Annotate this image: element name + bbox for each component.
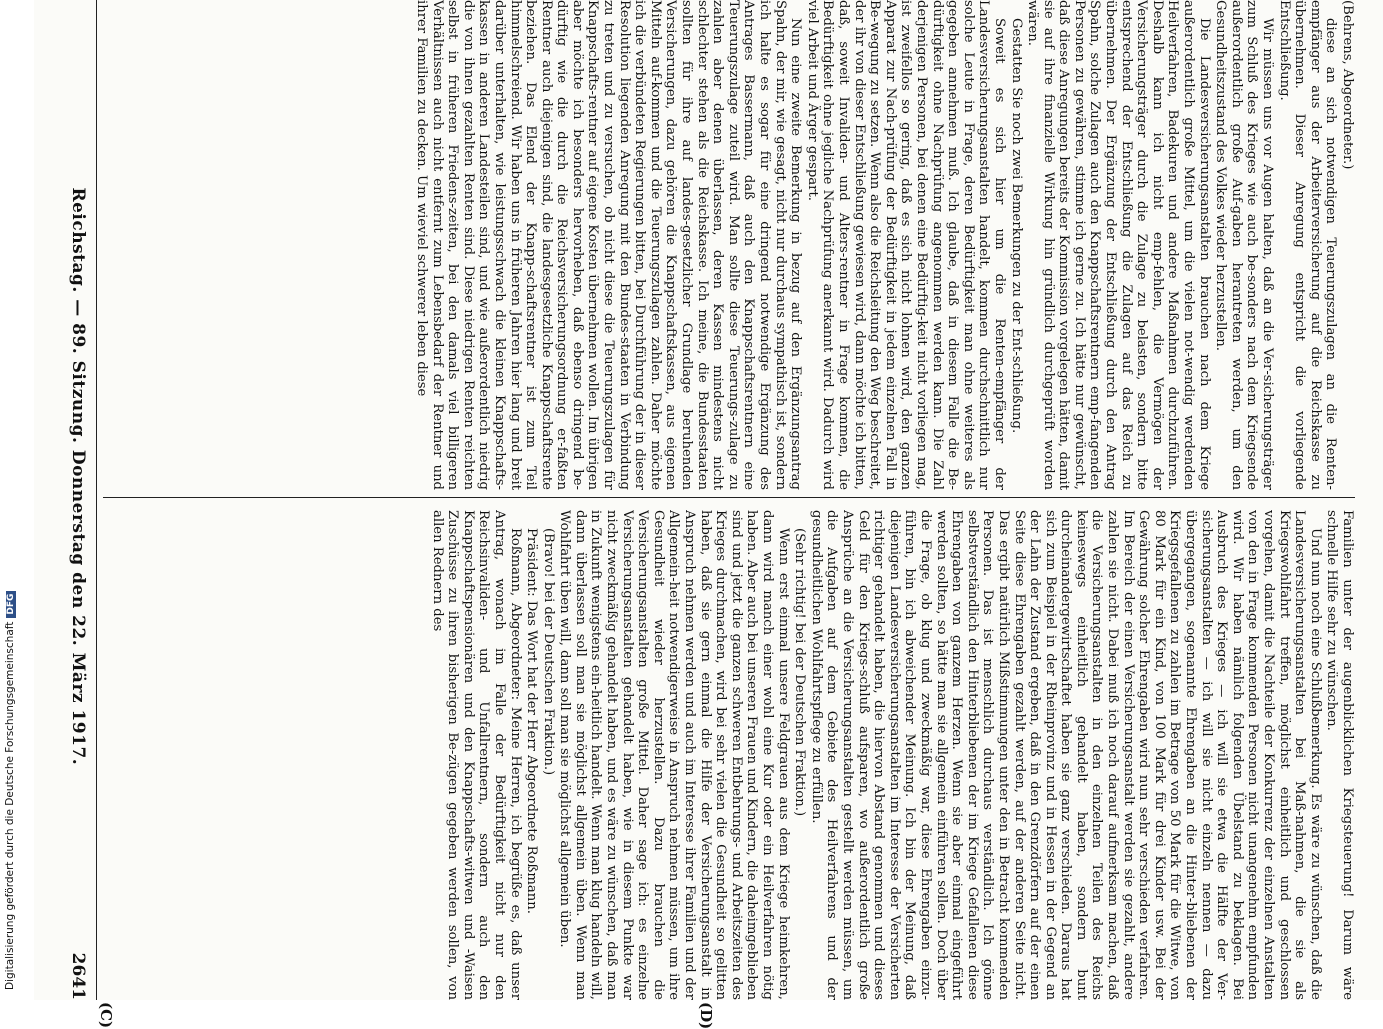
left-column-paragraph: Soweit es sich hier um die Renten-empfänger der Landesversicherungsanstalten handelt, kommen durchschnittlich nur solche Leute in Frage, deren Bedürftigkeit man ohne weiteres als gegeben annehmen muß. Ich glaube, daß in diesem Falle die Be-dürftigkeit ohne Nachprüfung angenommen werden kann. Die Zahl derjenigen Personen, bei denen eine Bedürftig-keit nicht vorliegen mag, ist zweifellos so gering, daß es sich nicht lohnen wird, den ganzen Apparat zur Nach-prüfung der Bedürftigkeit in jedem einzelnen Fall in Be-wegung zu setzen. Wenn also die Reichsleitung den Weg beschreitet, der ihr von dieser Entschließung gewiesen wird, dann möchte ich bitten, daß, soweit Invaliden- und Alters-rentner in Frage kommen, die Bedürftigkeit ohne jegliche Nachprüfung anerkannt wird. Dadurch wird viel Arbeit und Ärger gespart. [804, 0, 1007, 490]
left-column-paragraph: (Behrens, Abgeordneter.) [1340, 0, 1355, 170]
right-column-paragraph: Wenn erst einmal unsere Feldgrauen aus dem Kriege heimkehren, dann wird manch einer wohl eine Kur oder ein Heilverfahren nötig haben. Aber auch bei unseren Frauen und Kindern, die daheimgeblieben sind und jetzt die ganzen schweren Entbehrungs- und Arbeitszeiten des Krieges durchmachen, wird bei sehr vielen die Gesundheit so gelitten haben, daß sie gern einmal die Hilfe der Versicherungsanstalt in Anspruch nehmen werden und auch im Interesse ihrer Familien und der Allgemein-heit notwendigerweise in Anspruch nehmen müssen, um ihre Gesundheit wieder herzustellen. Dazu brauchen die Versicherungsanstalten große Mittel. Daher sage ich: es einzelne Versicherungsanstalten gehandelt haben, wie in diesem Punkte war nicht zweckmäßig gehandelt haben, und es wäre zu wünschen, daß man in Zukunft wenigstens ein-heitlich handelt. Wenn man klug handeln will, dann überlassen soll man sie möglichst allgemein üben. Wenn man Wohlfahrt üben will, dann soll man sie möglichst allgemein üben. [557, 510, 791, 1000]
left-column-paragraph: Die Landesversicherungsanstalten brauchen nach dem Kriege außerordentlich große Mittel, um die vielen not-wendig werdenden Heilverfahren, Badekuren und andere Maßnahmen durchzuführen. Deshalb kann ich nicht emp-fehlen, die Vermögen der Versicherungsträger durch die Zulage zu belasten, sondern bitte entsprechend der Entschließung die Zulagen auf das Reich zu übernehmen. Der Ergänzung der Entschließung durch den Antrag Spahn, solche Zulagen auch den Knappschaftsrentnern emp-fangenden Personen zu gewähren, stimme ich gerne zu. Ich hätte nur gewünscht, daß diese Anregungen bereits der Kommission vorgelegen hätten, damit sie auf ihre finanzielle Wirkung hin gründlich durchgeprüft worden wären. [1025, 0, 1212, 490]
header-title: Reichstag. — 89. Sitzung. Donnerstag den 22. März 1917. [68, 187, 88, 766]
credit-text: Digitalisierung gefördert durch die Deutsche Forschungsgemeinschaft [4, 621, 16, 990]
dfg-logo: DFG [6, 591, 16, 618]
scanned-page [34, 0, 1383, 1029]
left-column-paragraph: Wir müssen uns vor Augen halten, daß an die Ver-sicherungsträger zum Schluß des Krieges wie auch be-sonders nach dem Kriegsende außerordentlich große Auf-gaben herantreten werden, um den Gesundheitszustand des Volkes wieder herzustellen. [1213, 0, 1276, 490]
right-column [97, 510, 1355, 1000]
left-column-paragraph: diese an sich notwendigen Teuerungszulagen an die Renten-empfänger aus der Arbeiterversicherung auf die Reichskasse zu übernehmen. Dieser Anregung entspricht die vorliegende Entschließung. [1276, 0, 1339, 490]
rotated-page-content [65, 0, 1355, 1029]
right-column-paragraph: Familien unter der augenblicklichen Kriegsteuerung! Darum wäre schnelle Hilfe sehr zu wünschen. [1324, 510, 1355, 1000]
margin-marker-c: (C) [97, 1002, 115, 1029]
header-rule [96, 0, 97, 1000]
digitization-credit [0, 0, 34, 1000]
right-column-paragraph: (Bravo! bei der Deutschen Fraktion.) [540, 528, 556, 776]
margin-marker-d: (D) [697, 1002, 715, 1029]
right-column-paragraph: Roßmann, Abgeordneter: Meine Herren, ich begrüße es, daß unser Antrag, wonach im Falle der Bedürftigkeit nicht nur den Reichsinvaliden- und Unfallrentnern, sondern auch den Knappschaftspensionären und den Knappschafts-witwen und -Waisen Zuschüsse zu ihren bisherigen Be-zügen gegeben werden sollen, von allen Rednern des [429, 510, 523, 1000]
right-column-paragraph: Präsident: Das Wort hat der Herr Abgeordnete Roßmann. [524, 528, 540, 914]
right-column-paragraph: Und nun noch eine Schlußbemerkung. Es wäre zu wünschen, daß die Landesversicherungsanstalten bei Maß-nahmen, die sie als Kriegswohlfahrt treffen, möglichst einheitlich und geschlossen vorgehen, damit die Nachteile der Konkurrenz der einzelnen Anstalten von den in Frage kommenden Personen nicht unangenehm empfunden wird. Wir haben nämlich folgenden Übelstand zu beklagen. Bei Ausbruch des Krieges — ich will sie etwa die Hälfte der Ver-sicherungsanstalten — ich will sie nicht einzeln nennen — dazu übergegangen, sogenannte Ehrengaben an die Hinter-bliebenen der Kriegsgefallenen zu zahlen im Betrage von 50 Mark für die Witwe, von 80 Mark für ein Kind, von 100 Mark für drei Kinder usw. Bei der Gewährung solcher Ehrengaben wird nun sehr verschieden verfahren. Im Bereich der einen Versicherungsanstalt werden sie gezahlt, andere zahlen sie nicht. Dabei muß ich noch darauf aufmerksam machen, daß die Versicherungsanstalten in den einzelnen Teilen des Reichs keineswegs einheitlich gehandelt haben, sondern bunt durcheinandergewirtschaftet haben sie ganz verschieden. Daraus hat sich zum Beispiel in der Rheinprovinz und in Hessen in der Gegend an der Lahn der Zustand ergeben, daß in den Grenzdörfern auf der einen Seite diese Ehrengaben gezahlt werden, auf der anderen Seite nicht. Das ergibt natürlich Mißstimmungen unter den in Betracht kommenden Personen. Das ist menschlich durchaus verständlich. Ich gönne selbstverständlich den Hinterbliebenen der im Kriege Gefallenen diese Ehrengaben von ganzem Herzen. Wenn sie aber einmal eingeführt werden sollten, so hätte man sie allgemein einführen sollen. Doch über die Frage, ob klug und zweckmäßig war, diese Ehrengaben einzu-führen, bin ich abweichender Meinung. Ich bin der Meinung, daß diejenigen Landesversicherungsanstalten im Interesse der Versicherten richtiger gehandelt haben, die hiervon Abstand genommen und dieses Geld für den Kriegs-schluß aufsparen, wo außerordentlich große Ansprüche an die Versicherungsanstalten gestellt werden müssen, um die Aufgaben auf dem Gebiete des Heilverfahrens und der gesundheitlichen Wohlfahrtspflege zu erfüllen. [808, 510, 1323, 1000]
left-column-paragraph: Nun eine zweite Bemerkung in bezug auf den Ergänzungsantrag Spahn, der mir, wie gesagt, nicht nur durchaus sympathisch ist, sondern ich halte es sogar für eine dringend notwendige Ergänzung des Antrages Bassermann, daß auch den Knappschaftsrentnern eine Teuerungszulage zuteil wird. Man sollte diese Teuerungs-zulage zu zahlen aber denen überlassen, deren Kassen mindestens nicht schlechter stehen als die Reichskasse. Ich meine, die Bundesstaaten sollten für ihre auf landes-gesetzlicher Grundlage beruhenden Versicherungen, dazu gehören die Knappschaftskassen, aus eigenen Mitteln auf-kommen und die Teuerungszulagen zahlen. Daher möchte ich die verbündeten Regierungen bitten, bei Durchführung der in dieser Resolution liegenden Anregung mit den Bundes-staaten in Verbindung zu treten und zu versuchen, ob nicht diese die Teuerungszulagen für Knappschafts-rentner auf eigene Kosten übernehmen wollen. Im übrigen aber möchte ich besonders hervorheben, daß ebenso dringend be-dürftig wie die durch die Reichsversicherungsordnung er-faßten Rentner auch diejenigen sind, die landesgesetzliche Knappschaftsrente beziehen. Das Elend der Knapp-schaftsrentner ist zum Teil himmelschreiend. Wir haben uns in früheren Jahren hier lang und breit darüber unterhalten, wie leistungsschwach die kleinen Knappschafts-kassen in anderen Landesteilen sind, und wie außerordentlich niedrig die von ihnen gezahlten Renten sind. Diese niedrigen Renten reichten selbst in früheren Friedens-zeiten, bei den damals viel billigeren Verhältnissen auch nicht entfernt zum Lebensbedarf der Rentner und ihrer Familien zu decken. Um wieviel schwerer leben diese [413, 0, 804, 490]
running-header [65, 0, 91, 1000]
right-column-paragraph: (Sehr richtig! bei der Deutschen Fraktion.) [792, 528, 808, 817]
page-number: 2641 [68, 952, 88, 1000]
left-column-paragraph: Gestatten Sie noch zwei Bemerkungen zu der Ent-schließung. [1008, 18, 1024, 434]
left-column [97, 0, 1355, 490]
column-divider [103, 497, 1355, 498]
